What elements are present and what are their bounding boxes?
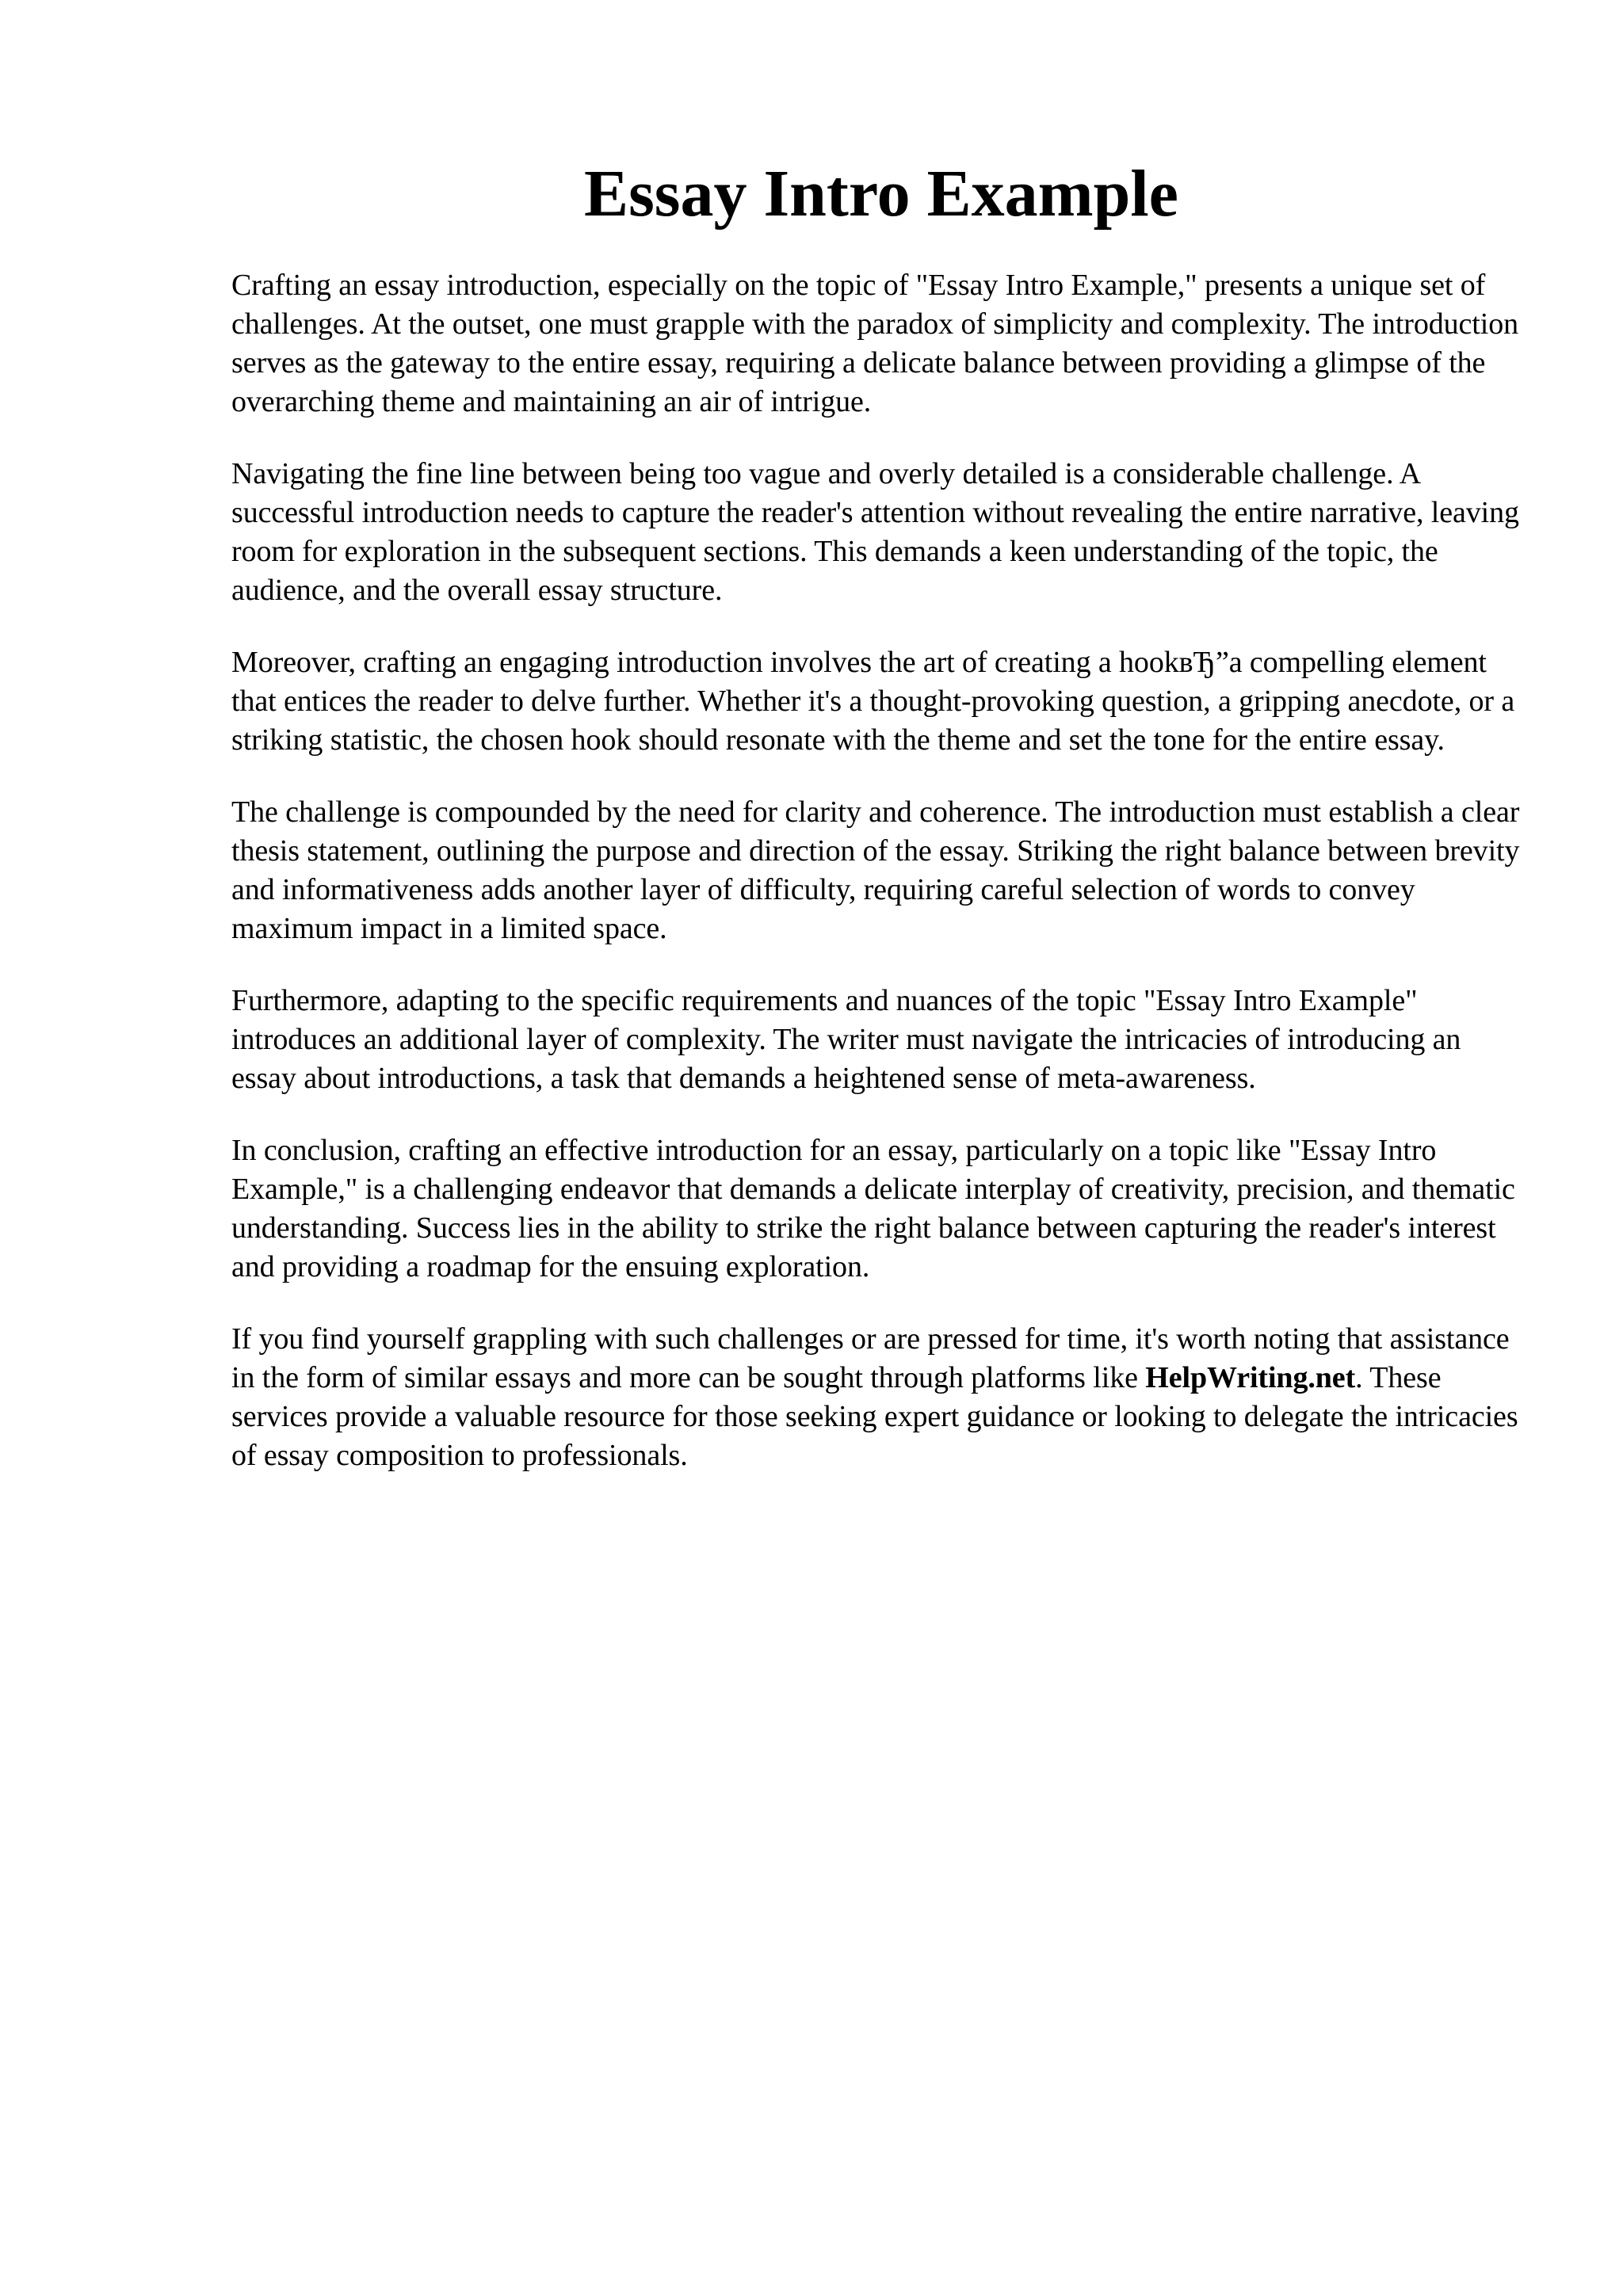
- helpwriting-link: HelpWriting.net: [1145, 1361, 1356, 1394]
- paragraph-7: [231, 1320, 1531, 1475]
- paragraph-4: The challenge is compounded by the need for clarity and coherence. The introduction must establish a clear thesis statement, outlining the purpose and direction of the essay. Striking the right balance between brevity and informativeness adds another layer of difficulty, requiring careful selection of words to convey maximum impact in a limited space.: [231, 795, 1520, 945]
- document-content: [231, 151, 1531, 1508]
- paragraph-2: Navigating the fine line between being too vague and overly detailed is a considerable challenge. A successful introduction needs to capture the reader's attention without revealing the entire narrative, leaving room for exploration in the subsequent sections. This demands a keen understanding of the topic, the audience, and the overall essay structure.: [231, 457, 1519, 607]
- paragraph-5: Furthermore, adapting to the specific requirements and nuances of the topic "Essay Intro Example" introduces an additional layer of complexity. The writer must navigate the intricacies of introducing an essay about introductions, a task that demands a heightened sense of meta-awareness.: [231, 984, 1461, 1095]
- paragraph-7-after: . These services provide a valuable resource for those seeking expert guidance or looking to delegate the intricacies of essay composition to professionals.: [231, 1361, 1518, 1472]
- paragraph-3: Moreover, crafting an engaging introduction involves the art of creating a hookвЂ”a compelling element that entices the reader to delve further. Whether it's a thought-provoking question, a gripping anecdote, or a striking statistic, the chosen hook should resonate with the theme and set the tone for the entire essay.: [231, 646, 1515, 757]
- paragraph-1: Crafting an essay introduction, especially on the topic of "Essay Intro Example," presents a unique set of challenges. At the outset, one must grapple with the paradox of simplicity and complexity. The introduction serves as the gateway to the entire essay, requiring a delicate balance between providing a glimpse of the overarching theme and maintaining an air of intrigue.: [231, 269, 1519, 418]
- paragraph-7-before: If you find yourself grappling with such challenges or are pressed for time, it's worth noting that assistance in the form of similar essays and more can be sought through platforms like: [231, 1322, 1510, 1394]
- document-title: Essay Intro Example: [584, 157, 1178, 231]
- paragraph-6: In conclusion, crafting an effective introduction for an essay, particularly on a topic like "Essay Intro Example," is a challenging endeavor that demands a delicate interplay of creativity, precision, and thematic understanding. Success lies in the ability to strike the right balance between capturing the reader's interest and providing a roadmap for the ensuing exploration.: [231, 1134, 1515, 1283]
